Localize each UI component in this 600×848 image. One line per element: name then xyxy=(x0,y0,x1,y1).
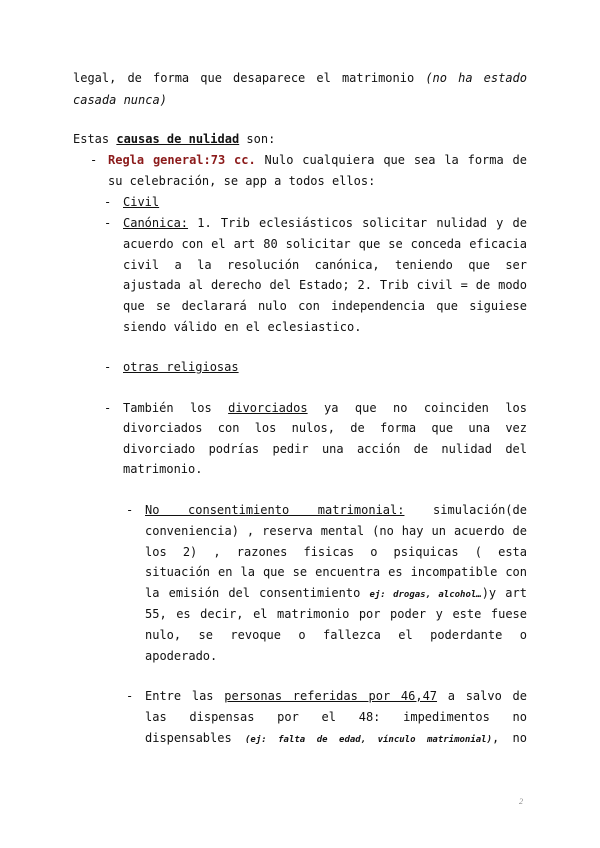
heading-bold-underlined: causas de nulidad xyxy=(116,132,240,146)
personas-line-1: Entre las personas referidas por 46,47 a salvo de xyxy=(145,689,527,703)
drogas-alcohol-example: ej: drogas, alcohol… xyxy=(369,590,482,600)
intro-italic: (no ha estado xyxy=(425,71,528,85)
canonica-label: Canónica: xyxy=(123,216,189,230)
intro-line-2: casada nunca) xyxy=(73,93,167,107)
regla-line-2: su celebración, se app a todos ellos: xyxy=(108,174,376,188)
personas-line-2: las dispensas por el 48: impedimentos no xyxy=(145,710,527,724)
consentimiento-line-2: conveniencia) , reserva mental (no hay un acuerdo de xyxy=(145,524,527,538)
divorciados-line-3: divorciado podrías pedir una acción de nulidad del xyxy=(123,442,527,456)
divorciados-line-4: matrimonio. xyxy=(123,462,203,476)
canonica-line-2: acuerdo con el art 80 solicitar que se conceda eficacia xyxy=(123,237,527,251)
bullet-dash: - xyxy=(126,689,134,703)
consentimiento-line-1: No consentimiento matrimonial: simulación(de xyxy=(145,503,527,517)
otras-religiosas-label: otras religiosas xyxy=(123,360,239,374)
regla-general-label: Regla general:73 cc. xyxy=(108,153,256,167)
consentimiento-line-5: la emisión del consentimiento ej: drogas, alcohol…)y art xyxy=(145,586,527,600)
civil-label: Civil xyxy=(123,195,160,209)
divorciados-underlined: divorciados xyxy=(228,401,308,415)
regla-line-1: Regla general:73 cc. Nulo cualquiera que sea la forma de xyxy=(108,153,527,167)
canonica-line-4: ajustada al derecho del Estado; 2. Trib civil = de modo xyxy=(123,278,527,292)
consentimiento-underlined: No consentimiento matrimonial: xyxy=(145,503,405,517)
consentimiento-line-3: los 2) , razones fisicas o psiquicas ( esta xyxy=(145,545,527,559)
bullet-dash: - xyxy=(126,503,134,517)
consentimiento-line-8: apoderado. xyxy=(145,649,218,663)
page-number: 2 xyxy=(519,797,523,806)
bullet-dash: - xyxy=(90,153,98,167)
personas-line-3: dispensables (ej: falta de edad, vínculo matrimonial), no xyxy=(145,731,527,745)
intro-line-1 xyxy=(73,70,527,86)
bullet-dash: - xyxy=(104,360,112,374)
canonica-line-6: siendo válido en el eclesiastico. xyxy=(123,320,362,334)
falta-edad-example: (ej: falta de edad, vínculo matrimonial) xyxy=(244,735,493,745)
divorciados-line-1: También los divorciados ya que no coinciden los xyxy=(123,401,527,415)
bullet-dash: - xyxy=(104,216,112,230)
divorciados-line-2: divorciados con los nulos, de forma que una vez xyxy=(123,421,527,435)
consentimiento-line-7: nulo, se revoque o fallezca el poderdante o xyxy=(145,628,527,642)
canonica-line-3: civil a la resolución canónica, teniendo que ser xyxy=(123,258,527,272)
consentimiento-line-4: situación en la que se encuentra es incompatible con xyxy=(145,565,527,579)
section-heading: Estas causas de nulidad son: xyxy=(73,132,276,146)
consentimiento-line-6: 55, es decir, el matrimonio por poder y este fuese xyxy=(145,607,527,621)
canonica-line-1: Canónica: 1. Trib eclesiásticos solicitar nulidad y de xyxy=(123,216,527,230)
intro-text: legal, de forma que desaparece el matrimonio xyxy=(73,71,426,85)
bullet-dash: - xyxy=(104,401,112,415)
canonica-line-5: que se declarará nulo con independencia que siguiese xyxy=(123,299,527,313)
personas-underlined: personas referidas por 46,47 xyxy=(224,689,438,703)
bullet-dash: - xyxy=(104,195,112,209)
